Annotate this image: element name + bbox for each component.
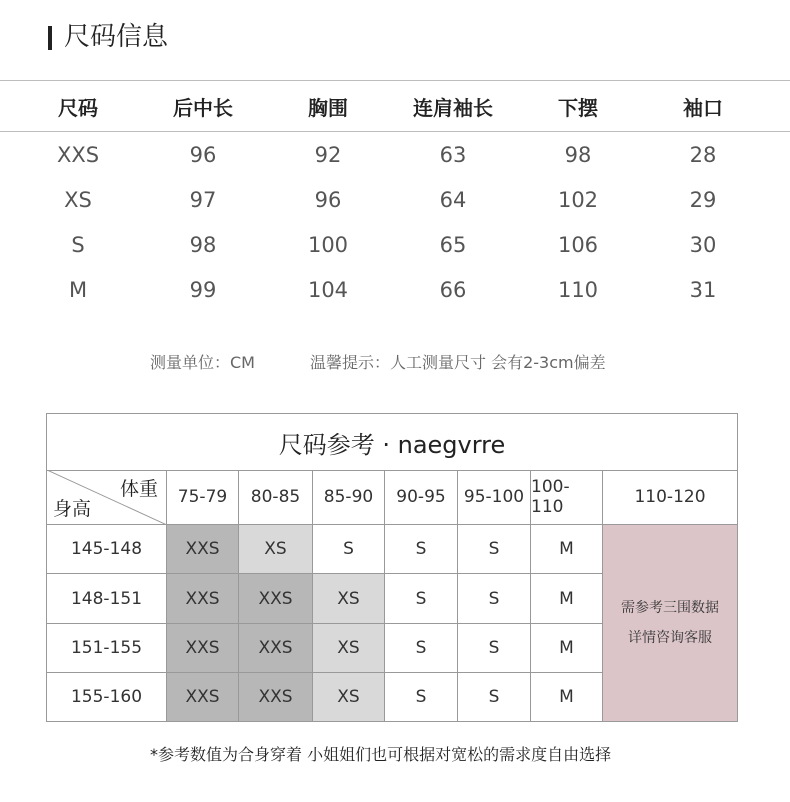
table-row [0, 132, 790, 177]
size-recommendation-cell: S [385, 624, 458, 673]
size-cell: 98 [189, 232, 217, 257]
page-title: 尺码信息 [64, 22, 169, 52]
size-cell: 97 [189, 187, 217, 212]
size-recommendation-cell: XXS [239, 624, 313, 673]
size-cell: 96 [314, 187, 342, 212]
size-recommendation-cell: XXS [167, 574, 239, 624]
table-row [0, 177, 790, 222]
size-cell: XXS [56, 142, 100, 167]
weight-range-header: 90-95 [385, 470, 458, 525]
size-cell: XS [64, 187, 92, 212]
size-cell: M [68, 277, 88, 302]
size-cell: 64 [439, 187, 467, 212]
size-recommendation-cell: S [458, 624, 531, 673]
size-cell: 31 [689, 277, 717, 302]
size-header-cell: 后中长 [173, 95, 233, 120]
size-recommendation-cell: XS [239, 525, 313, 574]
size-recommendation-cell: XS [313, 624, 385, 673]
size-recommendation-cell: S [385, 574, 458, 624]
size-cell: 65 [439, 232, 467, 257]
consult-service-cell [603, 525, 737, 721]
size-recommendation-cell: S [385, 525, 458, 574]
size-recommendation-cell: S [458, 525, 531, 574]
size-cell: 104 [307, 277, 349, 302]
weight-label: 体重 [119, 478, 158, 500]
title-accent-bar [48, 26, 52, 50]
height-range-cell: 145-148 [47, 525, 167, 574]
size-cell: 66 [439, 277, 467, 302]
weight-range-header: 100-110 [531, 470, 603, 525]
size-recommendation-cell: S [313, 525, 385, 574]
size-cell: 28 [689, 142, 717, 167]
height-range-cell: 151-155 [47, 624, 167, 673]
size-cell: 102 [557, 187, 599, 212]
size-cell: 30 [689, 232, 717, 257]
weight-range-header: 95-100 [458, 470, 531, 525]
size-recommendation-cell: M [531, 525, 603, 574]
size-table [0, 80, 790, 312]
size-cell: 63 [439, 142, 467, 167]
weight-range-header: 85-90 [313, 470, 385, 525]
size-cell: 98 [564, 142, 592, 167]
corner-header-cell [47, 470, 167, 525]
size-cell: 92 [314, 142, 342, 167]
size-recommendation-cell: XS [313, 574, 385, 624]
size-recommendation-cell: S [458, 574, 531, 624]
size-cell: 110 [557, 277, 599, 302]
size-reference-table [46, 413, 738, 722]
table-row [0, 267, 790, 312]
size-cell: S [71, 232, 85, 257]
weight-range-header: 110-120 [603, 470, 737, 525]
table-row [0, 222, 790, 267]
weight-range-header: 75-79 [167, 470, 239, 525]
size-recommendation-cell: S [385, 673, 458, 721]
size-header-cell: 袖口 [683, 95, 723, 120]
consult-text-line: 需参考三围数据 [621, 600, 719, 616]
height-range-cell: 148-151 [47, 574, 167, 624]
size-cell: 106 [557, 232, 599, 257]
size-recommendation-cell: XXS [239, 574, 313, 624]
reference-title: 尺码参考 · naegvrre [47, 414, 737, 471]
size-recommendation-cell: XXS [239, 673, 313, 721]
size-recommendation-cell: XS [313, 673, 385, 721]
footer-note: *参考数值为合身穿着 小姐姐们也可根据对宽松的需求度自由选择 [150, 745, 612, 764]
size-table-header [0, 80, 790, 132]
height-label: 身高 [53, 498, 92, 520]
weight-range-header: 80-85 [239, 470, 313, 525]
size-recommendation-cell: M [531, 673, 603, 721]
size-header-cell: 下摆 [558, 95, 598, 120]
height-range-cell: 155-160 [47, 673, 167, 721]
size-cell: 29 [689, 187, 717, 212]
measure-unit-note: 测量单位：CM [150, 353, 255, 372]
size-recommendation-cell: XXS [167, 624, 239, 673]
consult-text-line: 详情咨询客服 [628, 630, 712, 646]
size-cell: 100 [307, 232, 349, 257]
size-recommendation-cell: M [531, 574, 603, 624]
measure-tip-note: 温馨提示：人工测量尺寸 会有2-3cm偏差 [310, 353, 606, 372]
size-header-cell: 胸围 [308, 95, 348, 120]
size-cell: 99 [189, 277, 217, 302]
size-cell: 96 [189, 142, 217, 167]
size-header-cell: 连肩袖长 [413, 95, 493, 120]
size-recommendation-cell: S [458, 673, 531, 721]
size-recommendation-cell: M [531, 624, 603, 673]
size-recommendation-cell: XXS [167, 525, 239, 574]
size-header-cell: 尺码 [58, 95, 98, 120]
size-recommendation-cell: XXS [167, 673, 239, 721]
